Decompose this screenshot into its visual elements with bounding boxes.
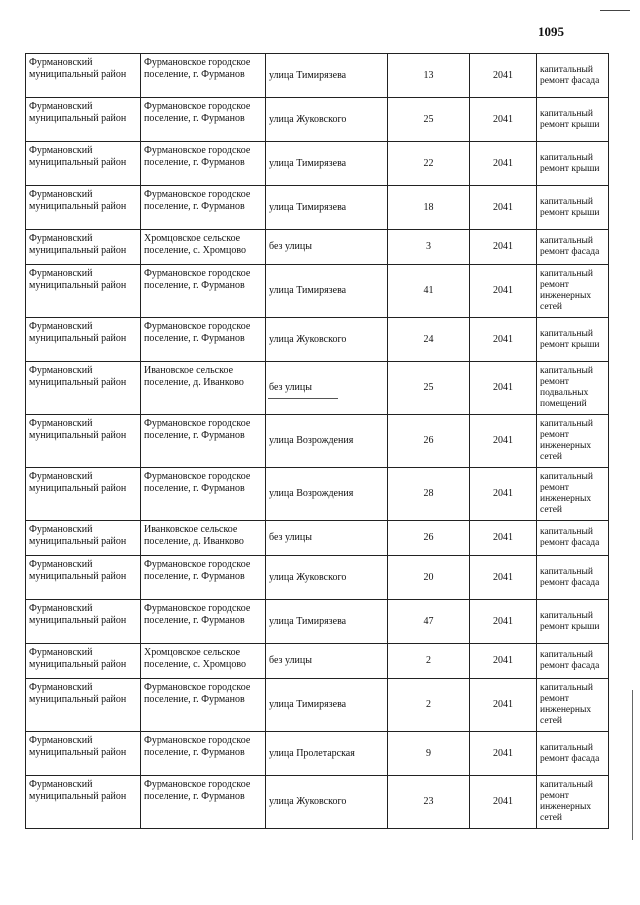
pen-mark [268, 398, 338, 399]
settlement-cell: Фурмановское городское поселение, г. Фурманов [141, 186, 266, 230]
street-cell: улица Жуковского [266, 98, 388, 142]
table-row [26, 415, 609, 468]
work-type-cell: капитальный ремонт фасада [537, 556, 609, 600]
house-number-cell: 41 [388, 265, 470, 318]
district-cell: Фурмановский муниципальный район [26, 776, 141, 829]
house-number-cell: 28 [388, 468, 470, 521]
work-type-cell: капитальный ремонт крыши [537, 98, 609, 142]
district-cell: Фурмановский муниципальный район [26, 415, 141, 468]
house-number-cell: 20 [388, 556, 470, 600]
year-cell: 2041 [470, 415, 537, 468]
house-number-cell: 26 [388, 521, 470, 556]
settlement-cell: Фурмановское городское поселение, г. Фурманов [141, 142, 266, 186]
settlement-cell: Фурмановское городское поселение, г. Фурманов [141, 265, 266, 318]
top-rule [600, 10, 630, 11]
house-number-cell: 2 [388, 679, 470, 732]
settlement-cell: Ивановское сельское поселение, д. Иванково [141, 362, 266, 415]
district-cell: Фурмановский муниципальный район [26, 142, 141, 186]
house-number-cell: 2 [388, 644, 470, 679]
year-cell: 2041 [470, 362, 537, 415]
year-cell: 2041 [470, 230, 537, 265]
house-number-cell: 24 [388, 318, 470, 362]
district-cell: Фурмановский муниципальный район [26, 54, 141, 98]
house-number-cell: 47 [388, 600, 470, 644]
table-row [26, 776, 609, 829]
year-cell: 2041 [470, 521, 537, 556]
district-cell: Фурмановский муниципальный район [26, 644, 141, 679]
district-cell: Фурмановский муниципальный район [26, 468, 141, 521]
settlement-cell: Фурмановское городское поселение, г. Фурманов [141, 54, 266, 98]
repair-schedule-table [25, 53, 609, 829]
year-cell: 2041 [470, 142, 537, 186]
street-cell: улица Тимирязева [266, 265, 388, 318]
district-cell: Фурмановский муниципальный район [26, 230, 141, 265]
work-type-cell: капитальный ремонт инженерных сетей [537, 468, 609, 521]
street-cell: улица Жуковского [266, 776, 388, 829]
work-type-cell: капитальный ремонт фасада [537, 230, 609, 265]
work-type-cell: капитальный ремонт крыши [537, 318, 609, 362]
settlement-cell: Хромцовское сельское поселение, с. Хромцово [141, 230, 266, 265]
district-cell: Фурмановский муниципальный район [26, 556, 141, 600]
district-cell: Фурмановский муниципальный район [26, 362, 141, 415]
settlement-cell: Фурмановское городское поселение, г. Фурманов [141, 732, 266, 776]
street-cell: без улицы [266, 644, 388, 679]
district-cell: Фурмановский муниципальный район [26, 318, 141, 362]
margin-rule [632, 690, 633, 840]
year-cell: 2041 [470, 186, 537, 230]
street-cell: улица Жуковского [266, 556, 388, 600]
year-cell: 2041 [470, 556, 537, 600]
settlement-cell: Фурмановское городское поселение, г. Фурманов [141, 600, 266, 644]
street-cell: улица Жуковского [266, 318, 388, 362]
table-row [26, 142, 609, 186]
table-row [26, 600, 609, 644]
table-row [26, 54, 609, 98]
table-row [26, 556, 609, 600]
settlement-cell: Фурмановское городское поселение, г. Фурманов [141, 98, 266, 142]
street-cell: улица Возрождения [266, 415, 388, 468]
year-cell: 2041 [470, 600, 537, 644]
year-cell: 2041 [470, 776, 537, 829]
settlement-cell: Фурмановское городское поселение, г. Фурманов [141, 776, 266, 829]
table-row [26, 679, 609, 732]
work-type-cell: капитальный ремонт инженерных сетей [537, 415, 609, 468]
work-type-cell: капитальный ремонт крыши [537, 186, 609, 230]
street-cell: без улицы [266, 230, 388, 265]
year-cell: 2041 [470, 679, 537, 732]
table-row [26, 362, 609, 415]
work-type-cell: капитальный ремонт крыши [537, 142, 609, 186]
settlement-cell: Фурмановское городское поселение, г. Фурманов [141, 468, 266, 521]
street-cell: улица Тимирязева [266, 186, 388, 230]
table-row [26, 732, 609, 776]
table-row [26, 521, 609, 556]
district-cell: Фурмановский муниципальный район [26, 600, 141, 644]
street-cell: улица Пролетарская [266, 732, 388, 776]
year-cell: 2041 [470, 318, 537, 362]
district-cell: Фурмановский муниципальный район [26, 186, 141, 230]
street-cell: без улицы [266, 521, 388, 556]
street-cell: улица Тимирязева [266, 600, 388, 644]
house-number-cell: 13 [388, 54, 470, 98]
work-type-cell: капитальный ремонт фасада [537, 732, 609, 776]
house-number-cell: 23 [388, 776, 470, 829]
table-row [26, 468, 609, 521]
street-cell: улица Тимирязева [266, 679, 388, 732]
table-row [26, 186, 609, 230]
table-row [26, 265, 609, 318]
settlement-cell: Фурмановское городское поселение, г. Фурманов [141, 415, 266, 468]
house-number-cell: 25 [388, 362, 470, 415]
work-type-cell: капитальный ремонт инженерных сетей [537, 265, 609, 318]
table-row [26, 318, 609, 362]
year-cell: 2041 [470, 54, 537, 98]
work-type-cell: капитальный ремонт инженерных сетей [537, 776, 609, 829]
table-row [26, 98, 609, 142]
house-number-cell: 18 [388, 186, 470, 230]
district-cell: Фурмановский муниципальный район [26, 521, 141, 556]
work-type-cell: капитальный ремонт фасада [537, 644, 609, 679]
settlement-cell: Иванковское сельское поселение, д. Иванково [141, 521, 266, 556]
district-cell: Фурмановский муниципальный район [26, 98, 141, 142]
table-row [26, 644, 609, 679]
work-type-cell: капитальный ремонт инженерных сетей [537, 679, 609, 732]
year-cell: 2041 [470, 644, 537, 679]
settlement-cell: Фурмановское городское поселение, г. Фурманов [141, 318, 266, 362]
house-number-cell: 25 [388, 98, 470, 142]
street-cell: улица Тимирязева [266, 142, 388, 186]
work-type-cell: капитальный ремонт крыши [537, 600, 609, 644]
work-type-cell: капитальный ремонт подвальных помещений [537, 362, 609, 415]
street-cell: улица Возрождения [266, 468, 388, 521]
district-cell: Фурмановский муниципальный район [26, 732, 141, 776]
settlement-cell: Хромцовское сельское поселение, с. Хромцово [141, 644, 266, 679]
year-cell: 2041 [470, 732, 537, 776]
table-row [26, 230, 609, 265]
district-cell: Фурмановский муниципальный район [26, 265, 141, 318]
house-number-cell: 9 [388, 732, 470, 776]
year-cell: 2041 [470, 468, 537, 521]
street-cell: без улицы [266, 362, 388, 415]
work-type-cell: капитальный ремонт фасада [537, 521, 609, 556]
house-number-cell: 26 [388, 415, 470, 468]
settlement-cell: Фурмановское городское поселение, г. Фурманов [141, 679, 266, 732]
work-type-cell: капитальный ремонт фасада [537, 54, 609, 98]
street-cell: улица Тимирязева [266, 54, 388, 98]
settlement-cell: Фурмановское городское поселение, г. Фурманов [141, 556, 266, 600]
year-cell: 2041 [470, 98, 537, 142]
page-number: 1095 [538, 24, 564, 39]
year-cell: 2041 [470, 265, 537, 318]
district-cell: Фурмановский муниципальный район [26, 679, 141, 732]
house-number-cell: 3 [388, 230, 470, 265]
house-number-cell: 22 [388, 142, 470, 186]
